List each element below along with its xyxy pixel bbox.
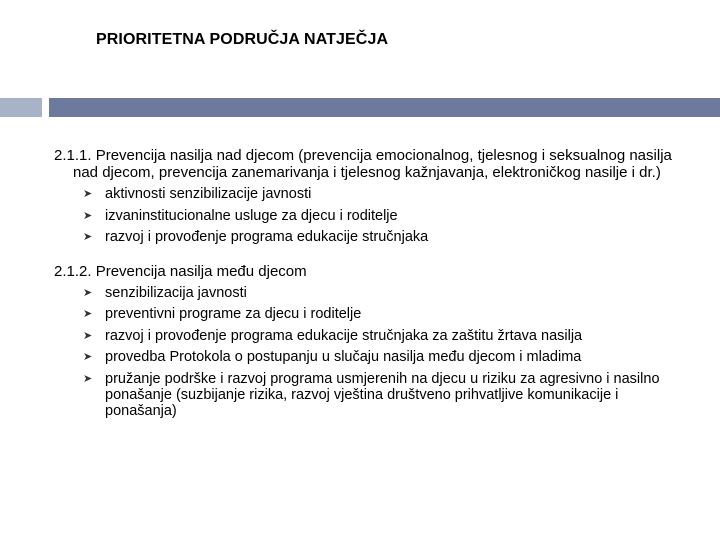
bullet-list: [54, 186, 694, 246]
list-item: ➤ izvaninstitucionalne usluge za djecu i roditelje: [83, 207, 398, 224]
bullet-arrow-icon: ➤: [83, 328, 93, 342]
page-title: PRIORITETNA PODRUČJA NATJEČJA: [96, 31, 389, 48]
section-heading: 2.1.1. Prevencija nasilja nad djecom (prevencija emocionalnog, tjelesnog i seksualnog nasilja nad djecom, prevencija zanemarivanja i tjelesnog kažnjavanja, elektroničkog nasilje i dr.): [54, 147, 672, 181]
section-heading: 2.1.2. Prevencija nasilja među djecom: [54, 262, 307, 280]
section-2-1-1: [54, 147, 694, 246]
bullet-arrow-icon: ➤: [83, 307, 93, 320]
list-item: ➤ preventivni programe za djecu i roditelje: [83, 306, 362, 322]
section-2-1-2: [54, 263, 694, 419]
bullet-arrow-icon: ➤: [83, 230, 93, 243]
header-accent-bar: [49, 98, 720, 117]
bullet-arrow-icon: ➤: [83, 371, 93, 385]
bullet-arrow-icon: ➤: [83, 208, 93, 222]
list-item: ➤ pružanje podrške i razvoj programa usmjerenih na djecu u riziku za agresivno i nasilno ponašanje (suzbijanje rizika, razvoj vještina društveno prihvatljive komunikacije i ponašanja): [83, 370, 660, 419]
content-area: [54, 147, 694, 436]
list-item: ➤ provedba Protokola o postupanju u slučaju nasilja među djecom i mladima: [83, 349, 582, 365]
bullet-list: [54, 285, 694, 419]
list-item: ➤ aktivnosti senzibilizacije javnosti: [83, 186, 312, 202]
bullet-arrow-icon: ➤: [83, 285, 93, 299]
bullet-arrow-icon: ➤: [83, 187, 93, 200]
list-item: ➤ razvoj i provođenje programa edukacije stručnjaka za zaštitu žrtava nasilja: [83, 327, 583, 344]
header-accent-bar-small: [0, 98, 42, 117]
list-item: ➤ senzibilizacija javnosti: [83, 284, 247, 301]
list-item: ➤ razvoj i provođenje programa edukacije stručnjaka: [83, 229, 429, 245]
bullet-arrow-icon: ➤: [83, 350, 93, 363]
